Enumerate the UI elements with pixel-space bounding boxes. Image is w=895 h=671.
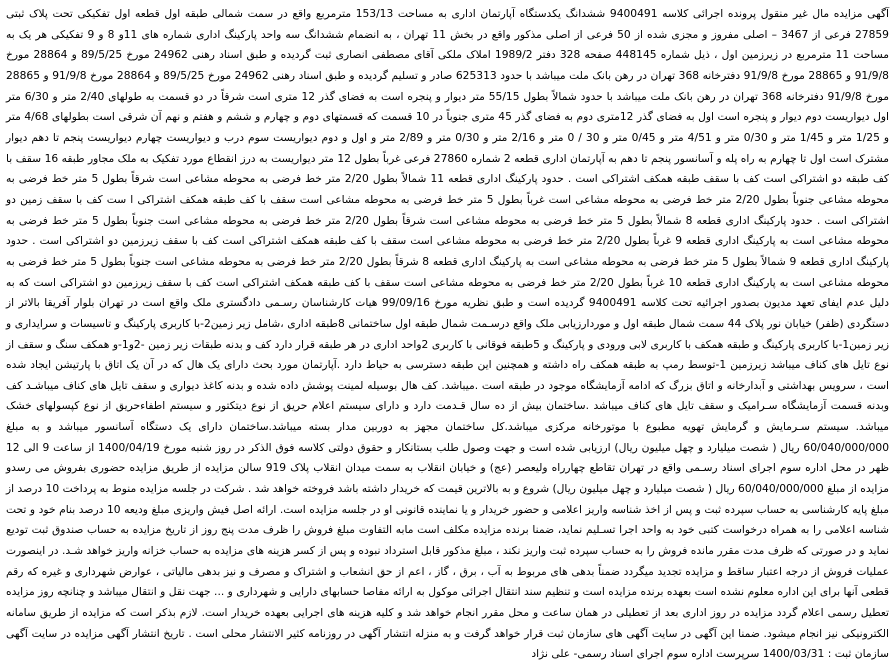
auction-notice-text: آگهی مزایده مال غیر منقول پرونده اجرائی کلاسه 9400491 ششدانگ یکدستگاه آپارتمان اداری به مساحت 153/13 مترمربع واقع در سمت شمالی طبقه اول قطعه اول تفکیکی تحت پلاک ثبتی 27859 فرعی از 3467 – اصلی مفروز و مجزی شده از 50 فرعی از اصلی مذکور واقع در بخش 11 تهران ، به انضمام ششدانگ سه واحد پارکینگ اداری شماره های 11و 8 و 9 تفکیکی هر یک به مساحت 11 مترمربع در زیرزمین اول ، ذیل شماره 448145 صفحه 328 دفتر 1989/2 املاک ملکی آقای مصطفی انصاری ثبت گردیده و طبق اسناد رهنی 24962 مورخ 89/5/25 و 28864 مورخ 91/9/8 و 28865 مورخ 91/9/8 دفترخانه 368 تهران در رهن بانک ملت میباشد با حدود 625313 صادر و تسلیم گردیده و طبق اسناد رهنی 24962 مورخ 89/5/25 و 28864 مورخ 91/9/8 و 28865 مورخ 91/9/8 دفترخانه 368 تهران در رهن بانک ملت میباشد با حدود شمالاً بطول 55/15 متر دیوار و پنجره است به فضای گذر 12 متری است شرقاً در دو قسمت به طولهای 2/40 متر و 6/30 متر اول دیواریست دوم دیوار و پنجره است اول به فضای گذر 12متری دوم به فضای گذر 45 متری جنوباً در 10 قسمت که قسمتهای دوم و چهارم و ششم و هفتم و نهم آن شرقی است بطولهای 4/68 متر و 1/25 متر و 1/45 متر و 0/30 متر و 4/51 متر و 0/45 متر و 30 / 0 متر و 2/16 متر و 0/30 متر و 2/89 متر و اول و دوم دیواریست سوم درب و دیواریست چهارم دیواریست پنجم تا دهم دیوار مشترک است اول تا چهارم به راه پله و آسانسور پنجم تا دهم به آپارتمان اداری قطعه 2 شماره 27860 فرعی غرباً بطول 12 متر دیواریست به درز انقطاع مورد تفکیک به ملک مجاور طبقه 16 سقف با کف طبقه دو اشتراکی است کف با سقف طبقه همکف اشتراکی است . حدود پارکینگ اداری قطعه 11 شمالاً بطول 2/20 متر خط فرضی به محوطه مشاعی است شرقاً بطول 5 متر خط فرضی به محوطه مشاعی جنوباً بطول 2/20 متر خط فرضی به محوطه مشاعی است غرباً بطول 5 متر خط فرضی به محوطه مشاعی است سقف با کف طبقه همکف اشتراکی ا ست کف با سقف زمین دو اشتراکی است . حدود پارکینگ اداری قطعه 8 شمالاً بطول 5 متر خط فرضی به محوطه مشاعی است شرقاً بطول 2/20 متر خط فرضی به محوطه مشاعی است جنوباً بطول 5 متر خط فرضی به محوطه مشاعی است به پارکینگ اداری قطعه 9 غرباً بطول 2/20 متر خط فرضی به محوطه مشاعی است سقف با کف طبقه همکف اشتراکی است کف با سقف زیرزمین دو اشتراکی است . حدود پارکینگ اداری قطعه 9 شمالاً بطول 5 متر خط فرضی به محوطه مشاعی است به پارکینگ اداری قطعه 8 شرقاً بطول 2/20 متر خط فرضی به محوطه مشاعی است جنوباً بطول 5 متر خط فرضی به محوطه مشاعی است به پارکینگ اداری قطعه 10 غرباً بطول 2/20 متر خط فرضی به محوطه مشاعی است سقف با کف طبقه همکف اشتراکی است کف با سقف زیرزمین دو اشتراکی است که به دلیل عدم ایفای تعهد مدیون بصدور اجرائیه تحت کلاسه 9400491 گردیده است و طبق نظریه مورخ 99/09/16 هیات کارشناسان رسـمی دادگستری ملک واقع است در تهران بلوار آفریقا بالاتر از دستگردی (ظفر) خیابان نور پلاک 44 سمت شمال طبقه اول و موردارزیابی ملک واقع درسـمت شمال طبقه اول ساختمانی 8طبقه اداری ،شامل زیر زمین2-با کاربری پارکینگ و تاسیسات و سرایداری و زیر زمین1-با کاربری پارکینگ و طبقه همکف با کاربری لابی ورودی و پارکینگ و 5طبقه فوقانی با کاربری 2واحد اداری در هر طبقه قرار دارد کف و بدنه طبقات زیر زمین -2و1-و همکف سنگ و سقف از نوع تایل های کناف میباشد زیرزمین 1-توسط رمپ به طبقه همکف راه داشته و همچنین این طبقه دسترسی به حیاط دارد .آپارتمان مورد بحث دارای یک هال که در آن یک اتاق با پارتیشن ایجاد شده است ، سرویس بهداشتی و آبدارخانه و اتاق بزرگ که ادامه آزمایشگاه موجود در طبقه است .میباشد. کف هال بوسیله لمینت پوشش داده شده و بدنه کاغذ دیواری و سقف تایل های کناف میباشـد کف وبدنه قسمت آزمایشگاه سـرامیک و سقف تایل های کناف میباشد .ساختمان بیش از ده سال قـدمت دارد و دارای سیستم اعلام حریق از نوع دیتکتور و سیستم اطفاءحریق از نوع کپسولهای خشک میباشد. سیستم سـرمایش و گرمایش تهویه مطبوع با موتورخانه مرکزی میباشد.کل ساختمان مجهز به دوربین مدار بسته میباشد.ساختمان دارای یک دستگاه آسانسور میباشد و به مبلغ 60/040/000/000 ریال ( شصت میلیارد و چهل میلیون ریال) ارزیابی شده است و جهت وصول طلب بستانکار و حقوق دولتی کلاسه فوق الذکر در روز شنبه مورخ 1400/04/19 از ساعت 9 الی 12 ظهر در محل اداره سوم اجرای اسناد رسـمی واقع در تهران تقاطع چهارراه ولیعصر (عج) و خیابان انقلاب به سمت میدان انقلاب پلاک 919 سالن مزایده از طریق مزایده حضوری بفروش می رسدو مزایده از مبلغ 60/040/000/000 ریال ( شصت میلیارد و چهل میلیون ریال) شروع و به بالاترین قیمت که خریدار داشته باشد فروخته خواهد شد . شرکت در جلسه مزایده منوط به پرداخت 10 درصد از مبلغ پایه کارشناسی به حساب سپرده ثبت و پس از اخذ شناسه واریز اعلامی و حضور خریدار و یا نماینده قانونی او در جلسه مزایده است. ارائه اصل فیش واریزی مبلغ ودیعه 10 درصد بنام خود و تحت شناسه اعلامی را به همراه درخواست کتبی خود به واحد اجرا تسـلیم نماید، ضمنا برنده مزایده مکلف است مابه التفاوت مبلغ فروش را ظرف مدت پنج روز از تاریخ مزایده به حساب صندوق ثبت تودیع نماید و در صورتی که ظرف مدت مقرر مانده فروش را به حساب سپرده ثبت واریز نکند ، مبلغ مذکور قابل استرداد نبوده و پس از کسر هزینه های مزایده به حساب خزانه واریز خواهد شـد. در اینصورت عملیات فروش از درجه اعتبار ساقط و مزایده تجدید میگردد ضمناً بدهی های مربوط به آب ، برق ، گاز ، اعم از حق انشعاب و اشتراک و مصرف و نیز بدهی مالیاتی ، عوارض شهرداری و غیره که رقم قطعی آنها برای این اداره معلوم نشده است بعهده برنده مزایده است و تنظیم سند انتقال اجرائی موکول به ارائه مفاصا حسابهای دارایی و شهرداری و ... جهت نقل و انتقال میباشد و چنانچه روز مزایده تعطیل رسمی اعلام گردد مزایده در روز اداری بعد از تعطیلی در همان ساعت و محل مقرر انجام خواهد شد و کلیه هزینه های اجرایی بعهده خریدار است. لازم بذکر است که مزایده از طریق سامانه الکترونیکی نیز انجام میشود. ضمنا این آگهی در سایت آگهی های سازمان ثبت قرار خواهد گرفت و به منزله انتشار آگهی در روزنامه کثیر الانتشار محلی است . تاریخ انتشار آگهی مزایده در سایت آگهی سازمان ثبت : 1400/03/31 سرپرست اداره سوم اجرای اسناد رسمی- علی نژاد [6, 7, 890, 661]
